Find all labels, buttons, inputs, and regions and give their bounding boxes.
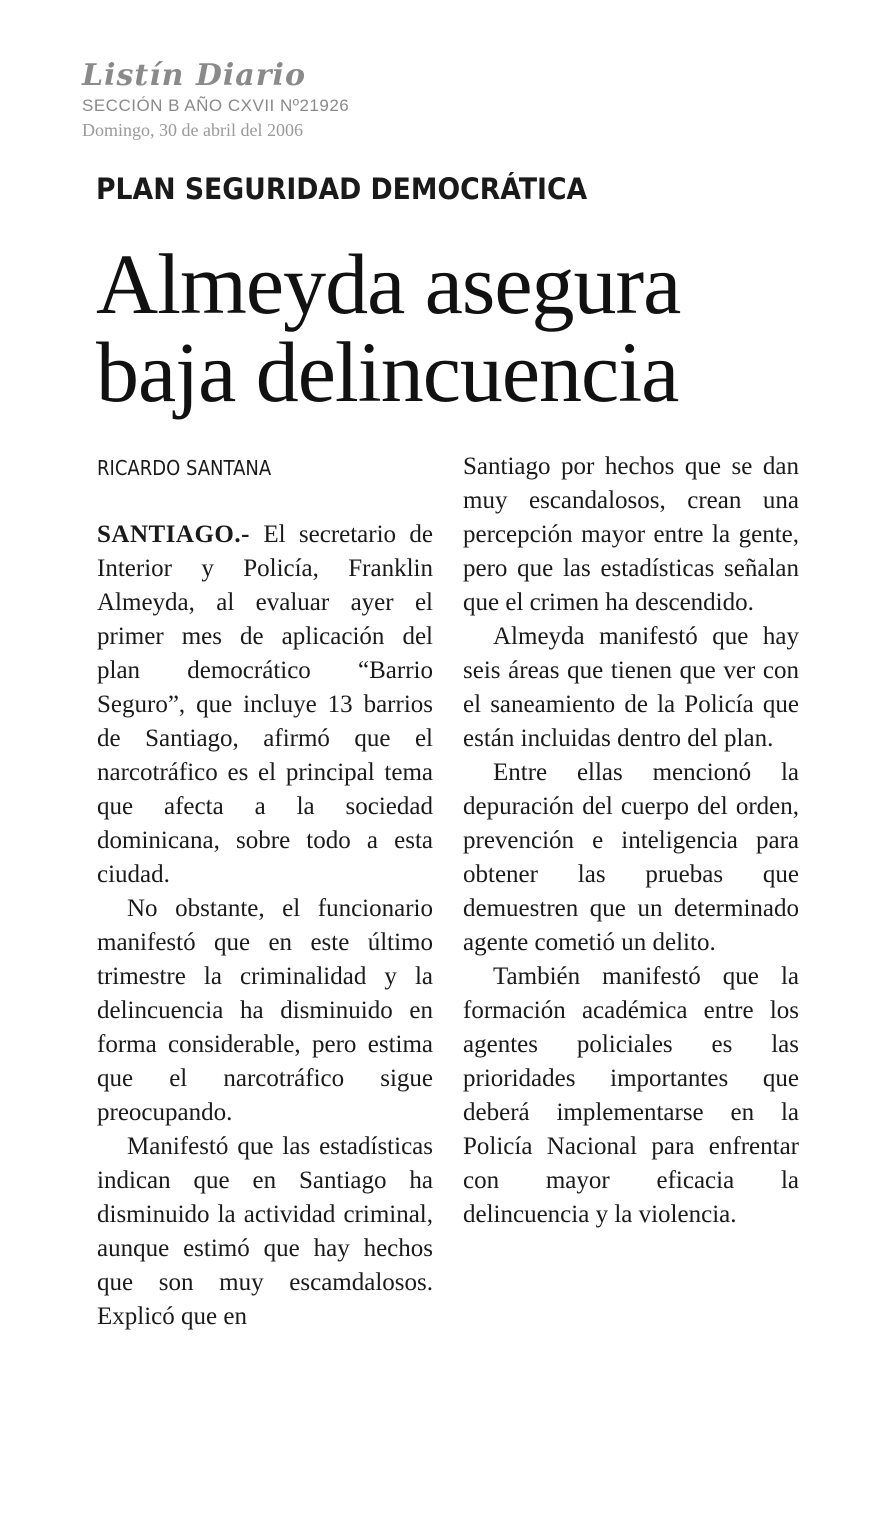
article-paragraph-5: Almeyda manifestó que hay seis áreas que tienen que ver con el saneamiento de la Policía que están incluidas dentro del plan. <box>463 623 799 752</box>
article-paragraph-1: SANTIAGO.- El secretario de Interior y Policía, Franklin Almeyda, al evaluar ayer el primer mes de aplicación del plan democrático “Barrio Seguro”, que incluye 13 barrios de Santiago, afirmó que el narcotráfico es el principal tema que afecta a la sociedad dominicana, sobre todo a esta ciudad. <box>97 521 434 888</box>
byline: RICARDO SANTANA <box>97 456 272 480</box>
headline-line-1: Almeyda asegura <box>96 236 681 332</box>
dateline: SANTIAGO.- <box>97 521 250 548</box>
headline <box>96 236 816 420</box>
kicker-title: PLAN SEGURIDAD DEMOCRÁTICA <box>96 172 588 206</box>
article-paragraph-2: No obstante, el funcionario manifestó que en este último trimestre la criminalidad y la delincuencia ha disminuido en forma considerable, pero estima que el narcotráfico sigue preocupando. <box>97 895 433 1126</box>
article-column-left <box>97 518 433 1334</box>
article-paragraph-6: Entre ellas mencionó la depuración del cuerpo del orden, prevención e inteligencia para obtener las pruebas que demuestren que un determinado agente cometió un delito. <box>463 759 799 956</box>
publication-date: Domingo, 30 de abril del 2006 <box>82 120 303 140</box>
article-column-right <box>463 450 799 1232</box>
newspaper-name: Listín Diario <box>82 58 306 93</box>
article-paragraph-7: También manifestó que la formación académica entre los agentes policiales es las prioridades importantes que deberá implementarse en la Policía Nacional para enfrentar con mayor eficacia la delincuencia y la violencia. <box>463 963 799 1228</box>
masthead <box>82 58 382 142</box>
section-info: SECCIÓN B AÑO CXVII Nº21926 <box>82 96 350 115</box>
article-paragraph-4: Santiago por hechos que se dan muy escandalosos, crean una percepción mayor entre la gente, pero que las estadísticas señalan que el crimen ha descendido. <box>463 453 799 616</box>
headline-line-2: baja delincuencia <box>96 324 679 420</box>
article-paragraph-3: Manifestó que las estadísticas indican que en Santiago ha disminuido la actividad criminal, aunque estimó que hay hechos que son muy escamdalosos. Explicó que en <box>97 1133 433 1330</box>
